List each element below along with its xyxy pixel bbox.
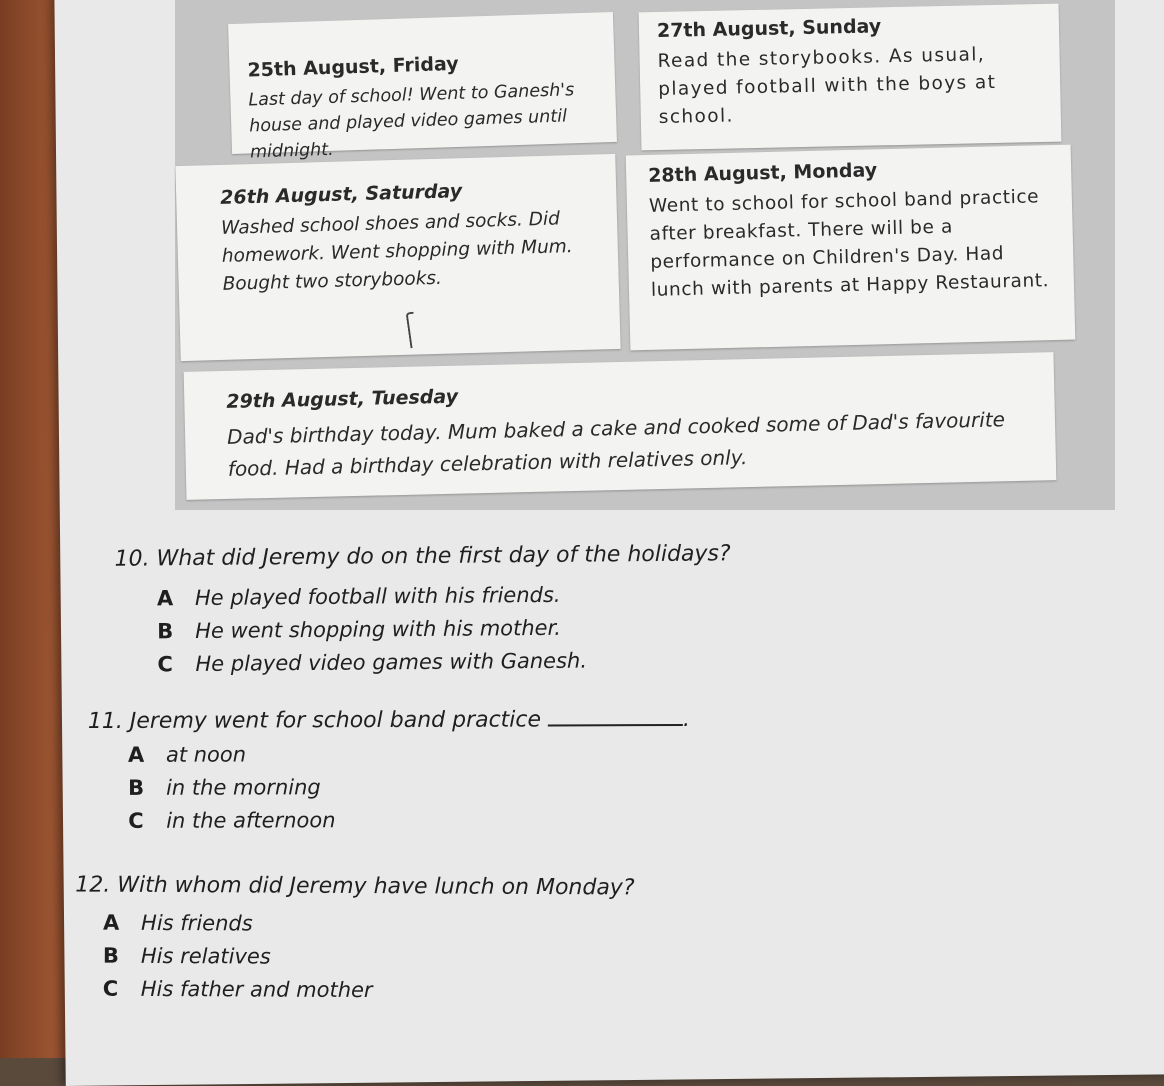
question-number: 12. [75,872,111,898]
note-date: 29th August, Tuesday [226,385,459,413]
diary-note-27-august [639,4,1062,151]
question-text: What did Jeremy do on the first day of the holidays? [156,541,731,572]
note-body: Went to school for school band practice after breakfast. There will be a performance on Children's Day. Had lunch with parents at Happy Restaurant. [648,186,1050,301]
question-12 [75,871,635,1009]
note-date: 26th August, Saturday [219,180,463,209]
option-c[interactable]: C in the afternoon [128,808,336,833]
note-date: 25th August, Friday [247,52,459,82]
option-c[interactable]: C His father and mother [102,976,373,1003]
question-11 [88,705,691,838]
question-end: . [682,706,691,732]
note-date: 27th August, Sunday [656,15,882,43]
answer-blank[interactable] [548,706,683,726]
diary-note-29-august [184,352,1057,500]
note-date: 28th August, Monday [647,159,878,187]
option-list [128,737,691,838]
option-c[interactable]: C He played video games with Ganesh. [157,648,588,677]
option-a[interactable]: A His friends [103,910,253,936]
diary-note-26-august [175,154,620,361]
option-b[interactable]: B He went shopping with his mother. [157,615,562,644]
option-b[interactable]: B in the morning [128,775,321,800]
question-stem [75,871,634,904]
option-a[interactable]: A He played football with his friends. [156,582,561,611]
question-text: Jeremy went for school band practice [129,707,542,734]
option-a[interactable]: A at noon [127,742,247,767]
diary-note-25-august [228,12,617,163]
note-body: Last day of school! Went to Ganesh's house and played video games until midnight. [248,80,575,163]
option-b[interactable]: B His relatives [102,943,271,969]
note-body: Dad's birthday today. Mum baked a cake and cooked some of Dad's favourite food. Had a birthday celebration with relatives only. [226,407,1006,481]
option-list [157,577,732,681]
question-stem [114,539,730,574]
question-number: 11. [87,708,123,735]
question-text: With whom did Jeremy have lunch on Monday? [117,872,635,901]
question-stem [88,705,690,737]
note-body: Read the storybooks. As usual, played football with the boys at school. [657,44,997,129]
question-number: 10. [114,546,150,572]
diary-note-28-august [626,145,1076,351]
question-10 [114,539,731,681]
option-list [103,907,635,1009]
note-body: Washed school shoes and socks. Did homework. Went shopping with Mum. Bought two storybooks. [220,208,573,295]
